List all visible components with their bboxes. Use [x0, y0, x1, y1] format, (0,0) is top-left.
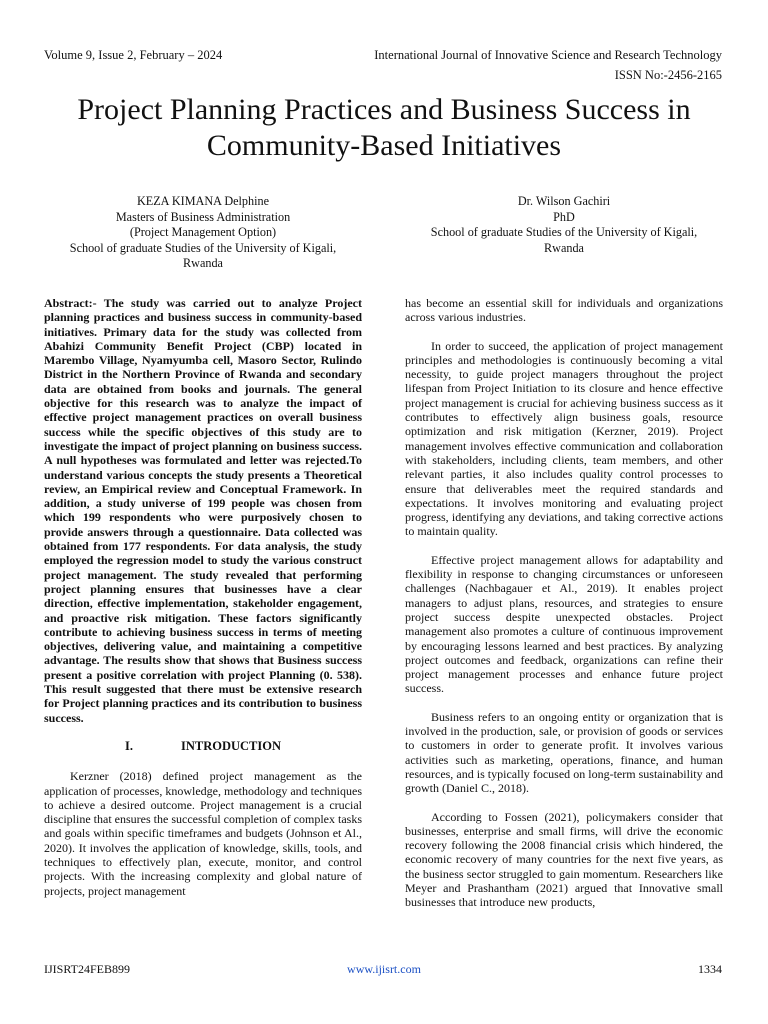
author-1-line: Masters of Business Administration — [115, 209, 291, 224]
author-1-line: Rwanda — [183, 256, 223, 271]
volume-info: Volume 9, Issue 2, February – 2024 — [44, 48, 223, 62]
page-number: 1334 — [698, 962, 722, 976]
author-1-line: (Project Management Option) — [129, 225, 277, 240]
right-column — [405, 296, 723, 910]
continued-paragraph: has become an essential skill for individuals and organizations across various industries. — [405, 296, 723, 325]
abstract: Abstract:- The study was carried out to analyze Project planning practices and business success in community-based initiatives. Primary data for the study was collected from Abahizi Community Benefit Project (CBP) located in Marembo Village, Nyamyumba cell, Masoro Sector, Rulindo District in the Northern Province of Rwanda and secondary data are obtained from books and journals. The general objective for this research was to analyze the impact of effective project management practices on overall business success while the specific objectives of this study are to investigate the impact of project planning on business success. A null hypotheses was formulated and letter was rejected.To understand various concepts the study presents a Theoretical review, an Empirical review and Conceptual Framework. In addition, a study universe of 199 people was chosen from which 199 respondents who were purposively chosen to provide answers through a questionnaire. Data collected was obtained from 177 respondents. For data analysis, the study employed the regression model to study the various construct project management. The study revealed that performing project planning ensures that businesses have a clear direction, effective implementation, stakeholder engagement, and proactive risk mitigation. These factors significantly contribute to achieving business success in terms of meeting objectives, delivering value, and maintaining a competitive advantage. The results show that shows that Business success present a positive correlation with project Planning (0. 538). This result suggested that there must be extensive research for Project planning practices and its contribution to business success. — [44, 296, 362, 725]
body-paragraph: Business refers to an ongoing entity or organization that is involved in the production, sale, or provision of goods or services to customers in order to generate profit. It involves various activities such as marketing, operations, finance, and human resources, and is typically focused on long-term sustainability and growth (Daniel C., 2018). — [405, 709, 723, 796]
paper-title — [40, 92, 728, 164]
author-2 — [404, 194, 724, 256]
author-1-line: School of graduate Studies of the University of Kigali, — [69, 240, 337, 255]
body-paragraph: Effective project management allows for adaptability and flexibility in response to changing circumstances or unforeseen challenges (Nachbagauer et Al., 2019). It enables project managers to adjust plans, resources, and strategies to ensure project success despite unexpected obstacles. Project management also promotes a culture of continuous improvement by encouraging lessons learned and best practices. By analyzing project outcomes and feedback, organizations can refine their project management processes and enhance future project success. — [405, 552, 723, 696]
journal-name: International Journal of Innovative Science and Research Technology — [374, 48, 722, 62]
section-heading — [44, 739, 362, 753]
body-paragraph: According to Fossen (2021), policymakers consider that businesses, enterprise and small firms, will drive the economic recovery following the 2008 financial crisis which hindered, the economic recovery of many countries for the next five years, as the business sector struggled to gain momentum. Researchers like Meyer and Prashantham (2021) argued that Innovative small businesses that introduce new products, — [405, 809, 723, 910]
author-1-line: KEZA KIMANA Delphine — [136, 194, 269, 208]
left-column — [44, 296, 362, 898]
title-line-2: Community-Based Initiatives — [206, 129, 562, 162]
issn: ISSN No:-2456-2165 — [614, 68, 722, 82]
author-2-line: Dr. Wilson Gachiri — [517, 194, 611, 208]
body-paragraph: Kerzner (2018) defined project management as the application of processes, knowledge, methodology and techniques to achieve a desired outcome. Project management is a crucial discipline that ensures the successful completion of complex tasks and goals within specific timeframes and budgets (Johnson et Al., 2020). It involves the application of knowledge, skills, tools, and techniques to effectively plan, execute, monitor, and control projects. With the increasing complexity and global nature of projects, project management — [44, 769, 362, 898]
author-2-line: School of graduate Studies of the University of Kigali, — [430, 225, 698, 240]
author-2-line: PhD — [553, 209, 575, 224]
title-line-1: Project Planning Practices and Business Success in — [77, 93, 691, 126]
author-2-line: Rwanda — [544, 240, 584, 255]
body-paragraph: In order to succeed, the application of project management principles and methodologies is continuously becoming a vital necessity, to guide project managers throughout the project lifespan from Project Initiation to its closure and hence effective project management is crucial for achieving business success as it contributes to effectively align business goals, resource optimization and risk mitigation (Kerzner, 2019). Project management involves effective communication and collaboration with stakeholders, including clients, team members, and other relevant parties, it also includes quality control processes to ensure that deliverables meet the required standards and expectations. It involves monitoring and evaluating project progress, identifying any deviations, and taking corrective actions to maintain quality. — [405, 338, 723, 539]
section-title: INTRODUCTION — [180, 738, 281, 753]
section-number: I. — [124, 738, 133, 753]
journal-website-link[interactable]: www.ijisrt.com — [347, 962, 421, 976]
paper-id: IJISRT24FEB899 — [44, 962, 130, 976]
author-1 — [44, 194, 362, 272]
